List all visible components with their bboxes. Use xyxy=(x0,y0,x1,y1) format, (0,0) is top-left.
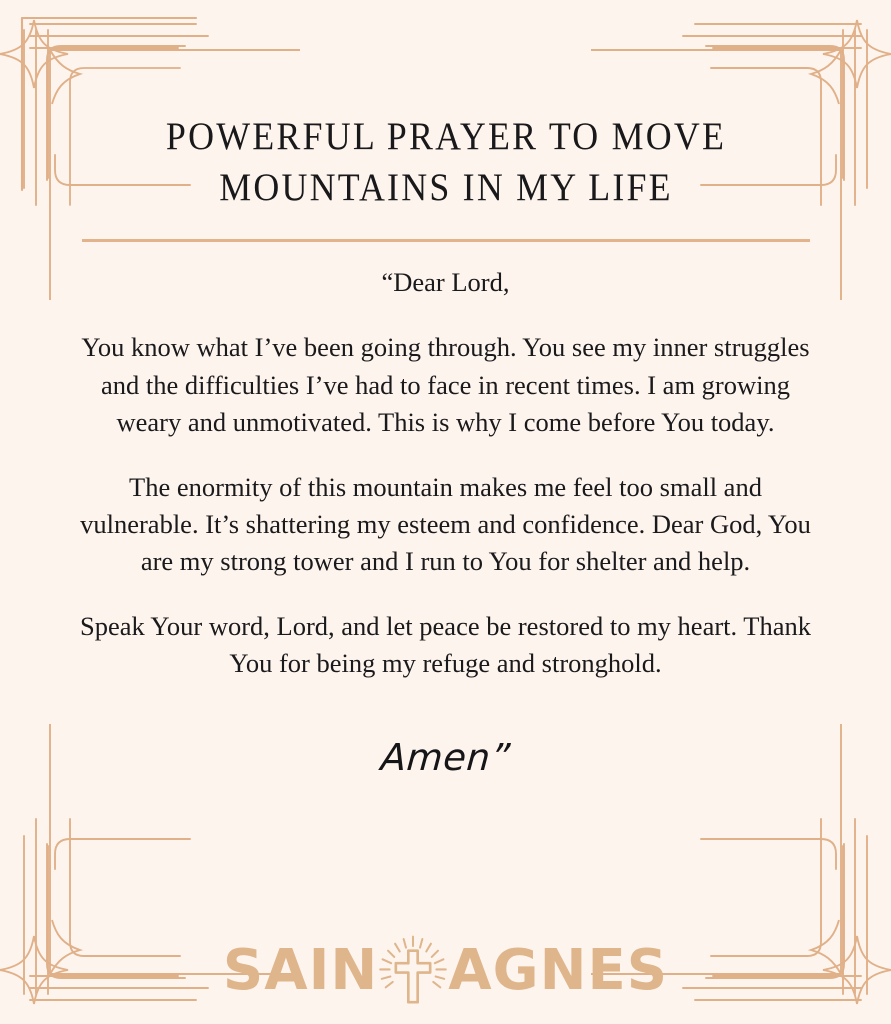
brand-word-right: AGNES xyxy=(448,938,669,1003)
prayer-paragraph-2: The enormity of this mountain makes me feel too small and vulnerable. It’s shattering my esteem and confidence. Dear God, You are my strong tower and I run to You for shelter and help. xyxy=(80,471,811,576)
prayer-paragraph-3: Speak Your word, Lord, and let peace be restored to my heart. Thank You for being my refuge and stronghold. xyxy=(79,611,811,679)
prayer-paragraph-1: You know what I’ve been going through. You see my inner struggles and the difficulties I’ve had to face in recent times. I am growing weary and unmotivated. This is why I come before You today. xyxy=(81,332,810,437)
prayer-closing-amen: Amen” xyxy=(379,736,512,780)
brand-logo xyxy=(0,932,891,1010)
brand-word-left: SAIN xyxy=(222,938,379,1003)
title-divider xyxy=(82,239,810,242)
prayer-salutation: “Dear Lord, xyxy=(381,267,510,298)
radiant-cross-icon xyxy=(374,932,452,1010)
page-title: POWERFUL PRAYER TO MOVE MOUNTAINS IN MY LIFE xyxy=(165,115,726,209)
prayer-body xyxy=(74,264,818,682)
